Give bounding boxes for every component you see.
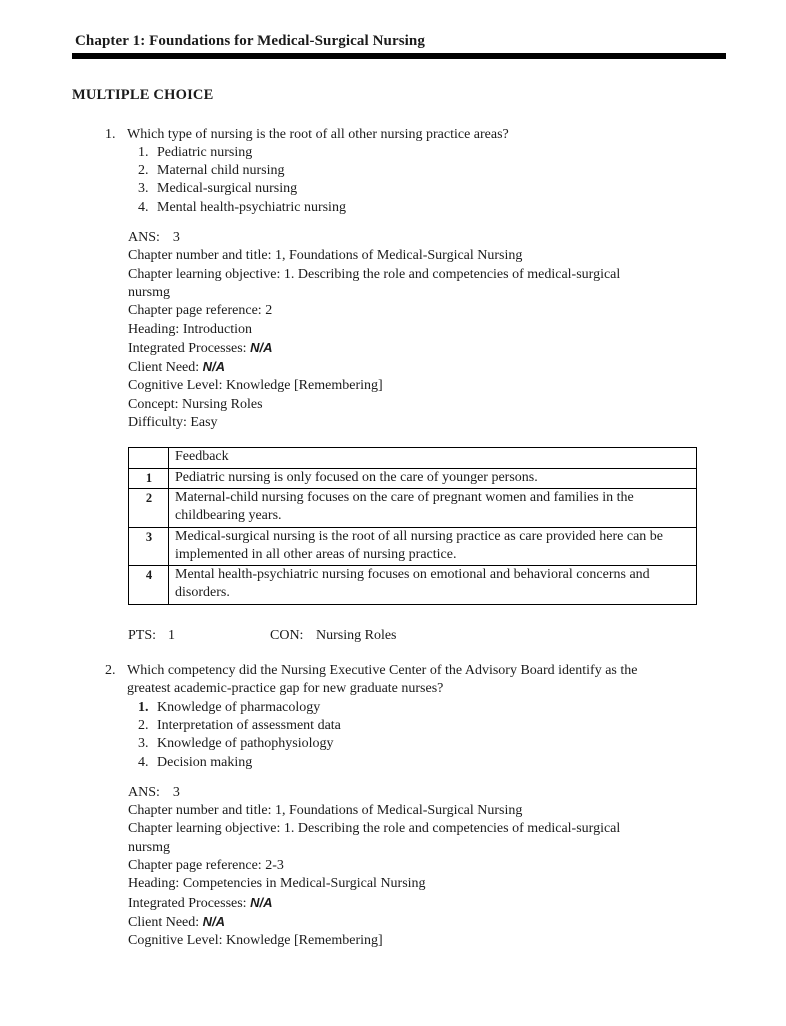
- meta-heading: Heading: Introduction: [128, 321, 253, 337]
- meta-cognitive-level: Cognitive Level: Knowledge [Remembering]: [128, 933, 383, 949]
- question-2-number: 2.: [105, 663, 116, 679]
- choice-item: [127, 754, 719, 772]
- feedback-row: [129, 527, 697, 566]
- meta-page-reference: Chapter page reference: 2-3: [128, 857, 284, 873]
- feedback-row-text: Mental health-psychiatric nursing focuses on emotional and behavioral concerns and disorders.: [169, 566, 697, 605]
- meta-integrated-value: N/A: [250, 339, 273, 355]
- choice-item: [127, 717, 719, 735]
- meta-difficulty: Difficulty: Easy: [128, 415, 218, 431]
- page-title: Chapter 1: Foundations for Medical-Surgical Nursing: [75, 33, 425, 49]
- meta-integrated-label: Integrated Processes:: [128, 340, 251, 356]
- meta-client-value: N/A: [202, 913, 226, 929]
- question-2-body: [127, 662, 719, 772]
- meta-objective-line2: nursmg: [128, 284, 170, 300]
- question-1-answer-block: [128, 229, 728, 432]
- section-heading: MULTIPLE CHOICE: [72, 87, 214, 104]
- con-value: Nursing Roles: [316, 627, 397, 643]
- feedback-row-number: 2: [129, 488, 169, 527]
- feedback-row: [129, 488, 697, 527]
- choice-number: 1.: [138, 699, 149, 715]
- choice-number: 4.: [138, 199, 149, 215]
- choice-number: 4.: [138, 754, 149, 770]
- meta-integrated-processes: [128, 894, 728, 913]
- feedback-row-text: Pediatric nursing is only focused on the care of younger persons.: [169, 468, 697, 488]
- meta-heading: Heading: Competencies in Medical-Surgical Nursing: [128, 876, 426, 892]
- choice-number: 2.: [138, 717, 149, 733]
- choice-text: Mental health-psychiatric nursing: [157, 199, 346, 215]
- feedback-row-text: Maternal-child nursing focuses on the care of pregnant women and families in the childbearing years.: [169, 488, 697, 527]
- choice-number: 2.: [138, 163, 149, 179]
- pts-label: PTS:: [128, 627, 157, 643]
- meta-cognitive-level: Cognitive Level: Knowledge [Remembering]: [128, 378, 383, 394]
- choice-text: Medical-surgical nursing: [157, 181, 298, 197]
- con-label: CON:: [270, 627, 304, 643]
- feedback-row-number: 4: [129, 566, 169, 605]
- feedback-row: [129, 566, 697, 605]
- answer-value: 3: [172, 230, 180, 246]
- meta-chapter: Chapter number and title: 1, Foundations of Medical-Surgical Nursing: [128, 248, 523, 264]
- choice-item: [127, 699, 719, 717]
- pts-value: 1: [168, 627, 175, 643]
- meta-client-value: N/A: [202, 359, 226, 375]
- feedback-header-cell: Feedback: [169, 448, 697, 468]
- feedback-row-number: 1: [129, 468, 169, 488]
- question-1-body: [127, 126, 719, 217]
- feedback-row-number: 3: [129, 527, 169, 566]
- meta-chapter: Chapter number and title: 1, Foundations of Medical-Surgical Nursing: [128, 803, 523, 819]
- answer-line: [128, 229, 728, 247]
- pts-line: [128, 627, 728, 645]
- feedback-row: [129, 468, 697, 488]
- question-2: [72, 662, 728, 950]
- meta-integrated-value: N/A: [250, 894, 273, 910]
- answer-value: 3: [172, 784, 180, 800]
- feedback-table: [128, 447, 697, 604]
- choice-item: [127, 199, 719, 217]
- choice-number: 1.: [138, 144, 149, 160]
- choice-text: Knowledge of pathophysiology: [157, 736, 334, 752]
- feedback-row-text: Medical-surgical nursing is the root of all nursing practice as care provided here can be implemented in all other areas of nursing practice.: [169, 527, 697, 566]
- meta-objective-line1: Chapter learning objective: 1. Describing the role and competencies of medical-surgical: [128, 821, 621, 837]
- meta-objective-line1: Chapter learning objective: 1. Describing the role and competencies of medical-surgical: [128, 266, 621, 282]
- question-2-stem-line1: Which competency did the Nursing Executive Center of the Advisory Board identify as the: [127, 663, 638, 679]
- choice-item: [127, 180, 719, 198]
- choice-text: Interpretation of assessment data: [157, 717, 341, 733]
- choice-item: [127, 162, 719, 180]
- meta-client-label: Client Need:: [128, 914, 203, 930]
- question-2-stem-row: [72, 662, 728, 772]
- question-2-stem-line2: greatest academic-practice gap for new graduate nurses?: [127, 681, 444, 697]
- meta-client-need: [128, 913, 728, 932]
- feedback-header-row: [129, 448, 697, 468]
- question-1-stem-row: [72, 126, 728, 217]
- meta-client-label: Client Need:: [128, 360, 203, 376]
- meta-concept: Concept: Nursing Roles: [128, 396, 263, 412]
- question-1: [72, 126, 728, 645]
- meta-integrated-processes: [128, 339, 728, 358]
- meta-client-need: [128, 358, 728, 377]
- choice-item: [127, 735, 719, 753]
- question-1-stem: Which type of nursing is the root of all other nursing practice areas?: [127, 126, 509, 142]
- choice-item: [127, 144, 719, 162]
- meta-page-reference: Chapter page reference: 2: [128, 303, 273, 319]
- answer-label: ANS:: [128, 784, 160, 800]
- title-rule: [72, 53, 726, 59]
- question-2-answer-block: [128, 784, 728, 951]
- question-1-number: 1.: [105, 126, 116, 142]
- meta-integrated-label: Integrated Processes:: [128, 895, 251, 911]
- answer-label: ANS:: [128, 230, 160, 246]
- choice-text: Maternal child nursing: [157, 163, 285, 179]
- feedback-header-num-cell: [129, 448, 169, 468]
- choice-text: Pediatric nursing: [157, 144, 253, 160]
- meta-objective-line2: nursmg: [128, 839, 170, 855]
- answer-line: [128, 784, 728, 802]
- choice-text: Knowledge of pharmacology: [157, 699, 321, 715]
- choice-number: 3.: [138, 736, 149, 752]
- choice-text: Decision making: [157, 754, 253, 770]
- choice-number: 3.: [138, 181, 149, 197]
